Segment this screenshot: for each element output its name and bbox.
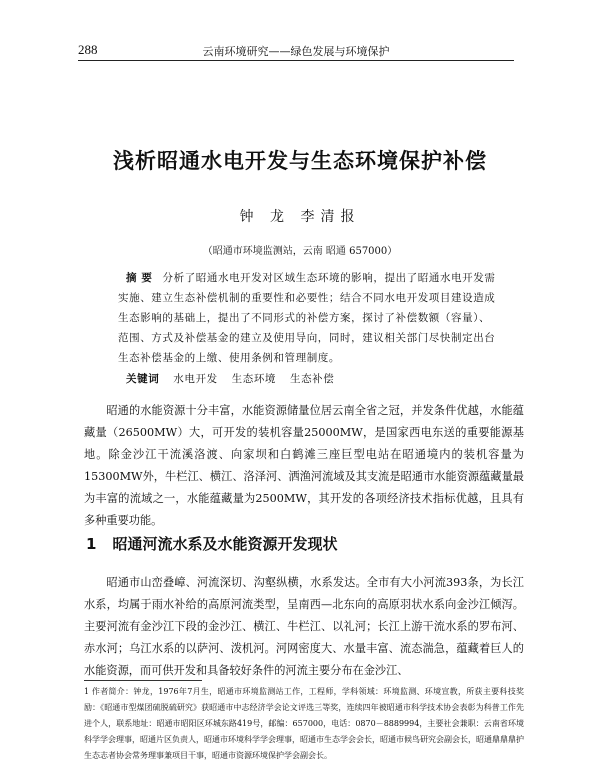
- keyword: 生态补偿: [289, 373, 335, 385]
- affiliation: （昭通市环境监测站，云南 昭通 657000）: [202, 246, 398, 257]
- page-number: 288: [78, 42, 98, 57]
- keyword: 生态环境: [231, 373, 277, 385]
- section-heading: [86, 533, 337, 554]
- article-title: 浅析昭通水电开发与生态环境保护补偿: [113, 149, 487, 173]
- running-title: 云南环境研究——绿色发展与环境保护: [202, 45, 390, 58]
- body-paragraph: 昭通的水能资源十分丰富，水能资源储量位居云南全省之冠，并发条件优越，水能蕴藏量（26500MW）大，可开发的装机容量25000MW，是国家西电东送的重要能源基地。除金沙江干流溪洛渡、向家坝和白鹤滩三座巨型电站在昭通境内的装机容量为15300MW外，牛栏江、横江、洛泽河、洒渔河流域及其支流是昭通市水能资源蕴藏量最为丰富的流域之一，水能蕴藏量为2500MW，其开发的各项经济技术指标优越，且具有多种重要功能。: [84, 404, 524, 527]
- keyword: 水电开发: [173, 373, 218, 385]
- abstract-text: 分析了昭通水电开发对区域生态环境的影响，提出了昭通水电开发需实施、建立生态补偿机制的重要性和必要性；结合不同水电开发项目建设造成生态影响的基础上，提出了不同形式的补偿方案，探讨了补偿数额（容量）、范围、方式及补偿基金的建立及使用导向，同时，建议相关部门尽快制定出台生态补偿基金的上缴、使用条例和管理制度。: [118, 272, 496, 364]
- section-number: 1: [86, 535, 97, 553]
- footnote: 1 作者简介：钟龙，1976年7月生，昭通市环境监测站工作，工程师，学科领域：环境监测、环境宣教，所获主要科技奖励：《昭通市型煤团硫脱硫研究》获昭通市中志经济学会论文评选三等奖，连续四年被昭通市科学技术协会表彰为科普工作先进个人，联系地址：昭通市昭阳区环城东路419号，邮编：657000，电话：0870－8889994，主要社会兼职：云南省环境科学学会理事，昭通片区负责人，昭通市环境科学学会理事，昭通市生态学会会长，昭通市候鸟研究会副会长，昭通鼎鼎鼎护生态志者协会常务理事兼项目干事，昭通市资源环境保护学会副会长。: [84, 687, 524, 760]
- abstract-label: 摘 要: [126, 272, 153, 284]
- section-title: 昭通河流水系及水能资源开发现状: [112, 535, 338, 553]
- abstract: [118, 268, 496, 368]
- footnote-divider: [84, 680, 202, 681]
- keywords: [126, 371, 344, 386]
- body-paragraph: 昭通市山峦叠嶂、河流深切、沟壑纵横，水系发达。全市有大小河流393条，为长江水系，均属于雨水补给的高原河流类型，呈南西—北东向的高原羽状水系向金沙江倾泻。主要河流有金沙江下段的金沙江、横江、牛栏江、以礼河；长江上游干流水系的罗布河、赤水河；乌江水系的以萨河、泼机河。河网密度大、水量丰富、流态湍急，蕴藏着巨人的水能资源，而可供开发和具备较好条件的河流主要分布在金沙江、: [84, 576, 524, 677]
- running-header: [78, 42, 514, 61]
- authors: 钟 龙 李清报: [239, 209, 361, 225]
- keywords-label: 关键词: [126, 373, 160, 385]
